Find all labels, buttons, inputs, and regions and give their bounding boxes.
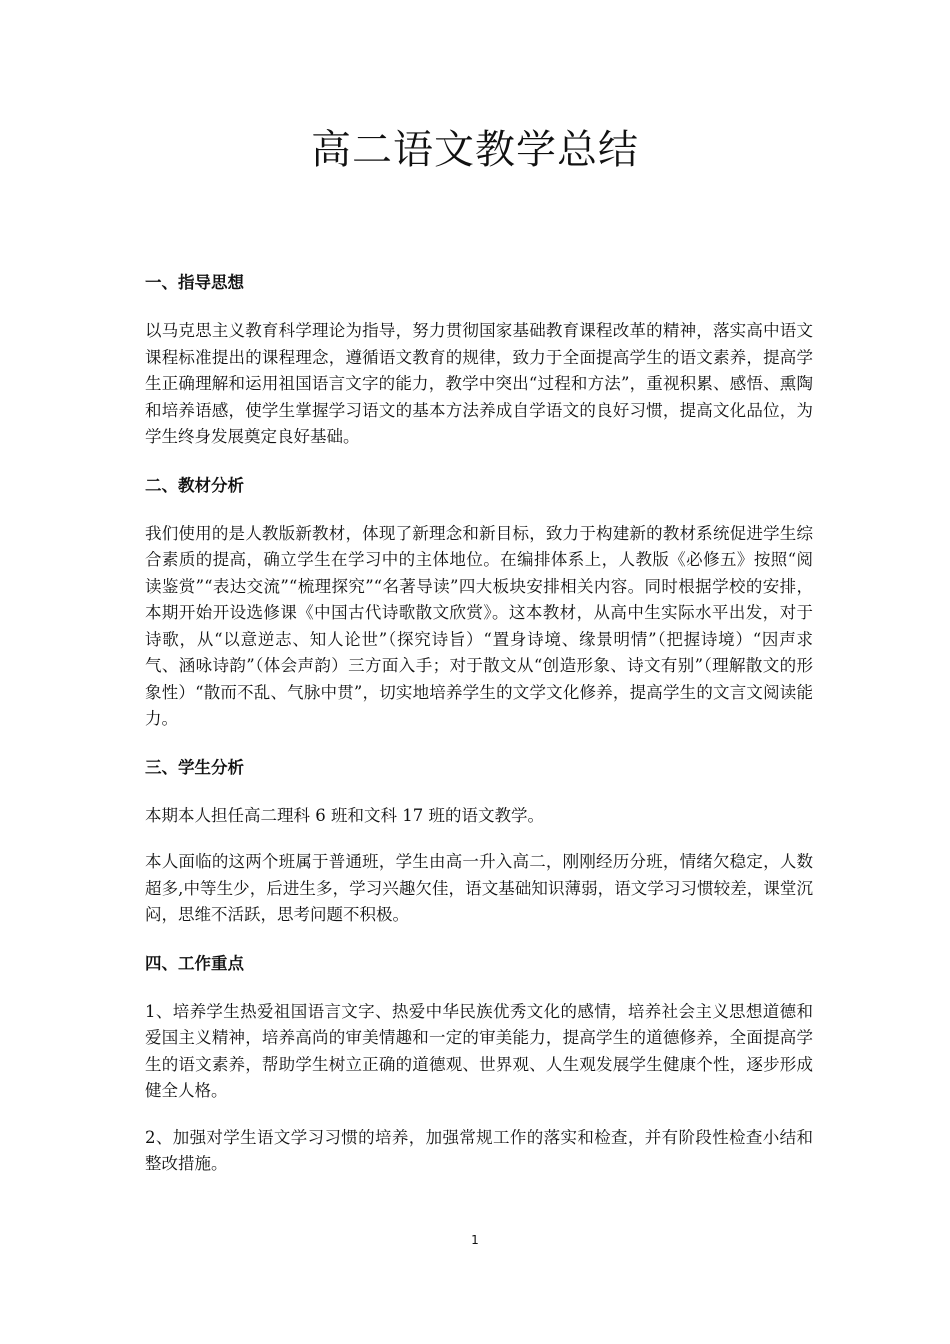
section-heading: 四、工作重点	[145, 953, 244, 973]
paragraph: 本期本人担任高二理科 6 班和文科 17 班的语文教学。	[145, 805, 544, 825]
section-heading: 一、指导思想	[145, 273, 244, 292]
section-heading: 二、教材分析	[145, 475, 244, 495]
document-body	[145, 270, 813, 1178]
section-heading: 三、学生分析	[145, 757, 244, 777]
section-student-analysis	[145, 755, 813, 929]
paragraph: 以马克思主义教育科学理论为指导，努力贯彻国家基础教育课程改革的精神，落实高中语文课程标准提出的课程理念，遵循语文教育的规律，致力于全面提高学生的语文素养，提高学生正确理解和运用祖国语言文字的能力，教学中突出“过程和方法”，重视积累、感悟、熏陶和培养语感，使学生掌握学习语文的基本方法养成自学语文的良好习惯，提高文化品位，为学生终身发展奠定良好基础。	[145, 321, 813, 446]
section-work-focus	[145, 951, 813, 1178]
section-guiding-ideology	[145, 270, 813, 451]
paragraph: 本人面临的这两个班属于普通班，学生由高一升入高二，刚刚经历分班，情绪欠稳定，人数超多,中等生少，后进生多，学习兴趣欠佳，语文基础知识薄弱，语文学习习惯较差，课堂沉闷，思维不活跃，思考问题不积极。	[145, 852, 813, 924]
page-number: 1	[471, 1233, 479, 1247]
section-textbook-analysis	[145, 473, 813, 733]
paragraph: 2、加强对学生语文学习习惯的培养，加强常规工作的落实和检查，并有阶段性检查小结和整改措施。	[145, 1127, 813, 1173]
document-title: 高二语文教学总结	[311, 127, 639, 173]
paragraph: 1、培养学生热爱祖国语言文字、热爱中华民族优秀文化的感情，培养社会主义思想道德和爱国主义精神，培养高尚的审美情趣和一定的审美能力，提高学生的道德修养，全面提高学生的语文素养，帮助学生树立正确的道德观、世界观、人生观发展学生健康个性，逐步形成健全人格。	[145, 1001, 813, 1100]
paragraph: 我们使用的是人教版新教材，体现了新理念和新目标，致力于构建新的教材系统促进学生综合素质的提高，确立学生在学习中的主体地位。在编排体系上，人教版《必修五》按照“阅读鉴赏”“表达交流”“梳理探究”“名著导读”四大板块安排相关内容。同时根据学校的安排，本期开始开设选修课《中国古代诗歌散文欣赏》。这本教材，从高中生实际水平出发，对于诗歌，从“以意逆志、知人论世”（探究诗旨）“置身诗境、缘景明情”（把握诗境）“因声求气、涵咏诗韵”（体会声韵）三方面入手；对于散文从“创造形象、诗文有别”（理解散文的形象性）“散而不乱、气脉中贯”，切实地培养学生的文学文化修养，提高学生的文言文阅读能力。	[145, 523, 813, 728]
